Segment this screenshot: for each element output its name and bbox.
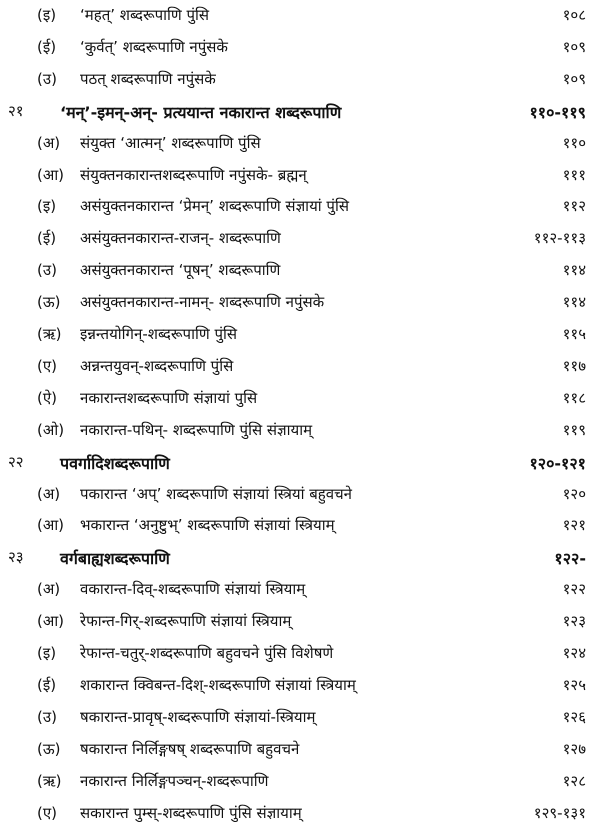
page-number: ११८ [562, 388, 586, 407]
section-title: पवर्गादिशब्दरूपाणि [60, 453, 170, 473]
toc-entry [0, 734, 600, 766]
toc-entry [0, 766, 600, 798]
page-number: ११४ [562, 293, 586, 312]
entry-title: षकारान्त निर्लिङ्गषष् शब्दरूपाणि बहुवचने [80, 739, 300, 758]
section-title: ‘मन्’-इमन्-अन्- प्रत्ययान्त नकारान्त शब्दरूपाणि [60, 102, 342, 122]
toc-entry [0, 319, 600, 351]
toc-entry [0, 160, 600, 192]
entry-title: असंयुक्तनकारान्त-राजन्- शब्दरूपाणि [80, 229, 281, 248]
toc-entry [0, 670, 600, 702]
page-number: १२१ [562, 516, 586, 535]
entry-marker: (ऊ) [37, 293, 61, 312]
toc-entry [0, 223, 600, 255]
page-number: १२०-१२१ [529, 453, 586, 473]
toc-entry [0, 128, 600, 160]
entry-marker: (आ) [37, 612, 65, 631]
entry-marker: (ऋ) [37, 325, 62, 343]
entry-marker: (ऊ) [37, 739, 61, 758]
entry-marker: (ए) [37, 356, 57, 375]
toc-entry [0, 64, 600, 96]
page-number: १२८ [562, 771, 586, 790]
entry-marker: (अ) [37, 484, 61, 503]
toc-entry [0, 415, 600, 447]
entry-title: संयुक्तनकारान्तशब्दरूपाणि नपुंसके- ब्रह्मन् [80, 165, 307, 184]
entry-title: रेफान्त-गिर्-शब्दरूपाणि संज्ञायां स्त्रियाम् [80, 612, 292, 631]
entry-marker: (इ) [37, 644, 57, 662]
page-number: ११०-११९ [529, 102, 586, 122]
entry-title: ‘कुर्वत्’ शब्दरूपाणि नपुंसके [80, 37, 228, 56]
entry-marker: (उ) [37, 707, 57, 726]
page-number: १२९-१३१ [533, 803, 586, 822]
toc-entry [0, 287, 600, 319]
entry-title: भकारान्त ‘अनुष्टुभ्’ शब्दरूपाणि संज्ञायां स्त्रियाम् [80, 516, 335, 535]
page-number: १२० [562, 484, 586, 503]
page-number: १२२ [562, 580, 586, 599]
entry-marker: (इ) [37, 197, 57, 216]
entry-marker: (ए) [37, 803, 57, 822]
section-title: वर्गबाह्यशब्दरूपाणि [60, 549, 170, 569]
entry-marker: (अ) [37, 133, 61, 152]
entry-title: रेफान्त-चतुर्-शब्दरूपाणि बहुवचने पुंसि विशेषणे [80, 644, 334, 662]
entry-title: नकारान्तशब्दरूपाणि संज्ञायां पुसि [80, 388, 258, 407]
entry-marker: (इ) [37, 6, 57, 24]
toc-entry [0, 702, 600, 734]
toc-section-heading [0, 96, 600, 128]
page-number: ११२-११३ [533, 229, 586, 248]
toc-entry [0, 0, 600, 32]
entry-marker: (ई) [37, 229, 57, 248]
section-number: २३ [8, 548, 24, 567]
entry-title: पकारान्त ‘अप्’ शब्दरूपाणि संज्ञायां स्त्रियां बहुवचने [80, 484, 352, 503]
entry-title: पठत् शब्दरूपाणि नपुंसके [80, 69, 216, 88]
page-number: १०९ [562, 37, 586, 56]
entry-title: असंयुक्तनकारान्त ‘पूषन्’ शब्दरूपाणि [80, 261, 281, 280]
entry-marker: (ई) [37, 675, 57, 694]
page-number: ११७ [562, 356, 586, 375]
toc-entry [0, 479, 600, 511]
entry-marker: (ओ) [37, 420, 65, 439]
entry-marker: (ऋ) [37, 771, 62, 790]
page-number: १११ [562, 165, 586, 184]
page-number: ११४ [562, 261, 586, 280]
entry-title: षकारान्त-प्रावृष्-शब्दरूपाणि संज्ञायां-स्त्रियाम् [80, 707, 316, 726]
page-number: १०८ [562, 6, 586, 24]
entry-title: इन्नन्तयोगिन्-शब्दरूपाणि पुंसि [80, 325, 238, 343]
page-number: १२४ [562, 644, 586, 662]
entry-title: नकारान्त-पथिन्- शब्दरूपाणि पुंसि संज्ञायाम् [80, 420, 313, 439]
entry-title: असंयुक्तनकारान्त ‘प्रेमन्’ शब्दरूपाणि संज्ञायां पुंसि [80, 197, 349, 216]
toc-entry [0, 638, 600, 670]
page-number: १२२- [554, 549, 586, 569]
page-number: १२३ [562, 612, 586, 631]
section-number: २२ [8, 452, 24, 471]
toc-entry [0, 574, 600, 606]
entry-marker: (आ) [37, 165, 65, 184]
toc-entry [0, 510, 600, 542]
toc-entry [0, 606, 600, 638]
entry-title: सकारान्त पुम्स्-शब्दरूपाणि पुंसि संज्ञायाम् [80, 803, 302, 822]
toc-section-heading [0, 542, 600, 574]
section-number: २१ [8, 101, 24, 120]
entry-marker: (उ) [37, 261, 57, 280]
entry-title: संयुक्त ‘आत्मन्’ शब्दरूपाणि पुंसि [80, 133, 261, 152]
entry-title: ‘महत्’ शब्दरूपाणि पुंसि [80, 6, 210, 24]
toc-entry [0, 255, 600, 287]
entry-title: शकारान्त क्विबन्त-दिश्-शब्दरूपाणि संज्ञायां स्त्रियाम् [80, 675, 356, 694]
entry-title: वकारान्त-दिव्-शब्दरूपाणि संज्ञायां स्त्रियाम् [80, 580, 306, 599]
entry-title: नकारान्त निर्लिङ्गपञ्चन्-शब्दरूपाणि [80, 771, 269, 790]
toc-entry [0, 383, 600, 415]
entry-marker: (आ) [37, 516, 65, 535]
page-number: ११० [562, 133, 586, 152]
toc-entry [0, 351, 600, 383]
page-number: ११९ [562, 420, 586, 439]
page-number: १२७ [562, 739, 586, 758]
entry-marker: (ई) [37, 37, 57, 56]
page-number: ११२ [562, 197, 586, 216]
entry-title: असंयुक्तनकारान्त-नामन्- शब्दरूपाणि नपुंसके [80, 293, 325, 312]
page-number: १२५ [562, 675, 586, 694]
toc-entry [0, 191, 600, 223]
entry-marker: (अ) [37, 580, 61, 599]
toc-entry [0, 32, 600, 64]
entry-marker: (उ) [37, 69, 57, 88]
page-number: १०९ [562, 69, 586, 88]
toc-section-heading [0, 447, 600, 479]
entry-title: अन्नन्तयुवन्-शब्दरूपाणि पुंसि [80, 356, 234, 375]
page-number: ११५ [562, 325, 586, 343]
entry-marker: (ऐ) [37, 388, 57, 407]
page-number: १२६ [562, 707, 586, 726]
